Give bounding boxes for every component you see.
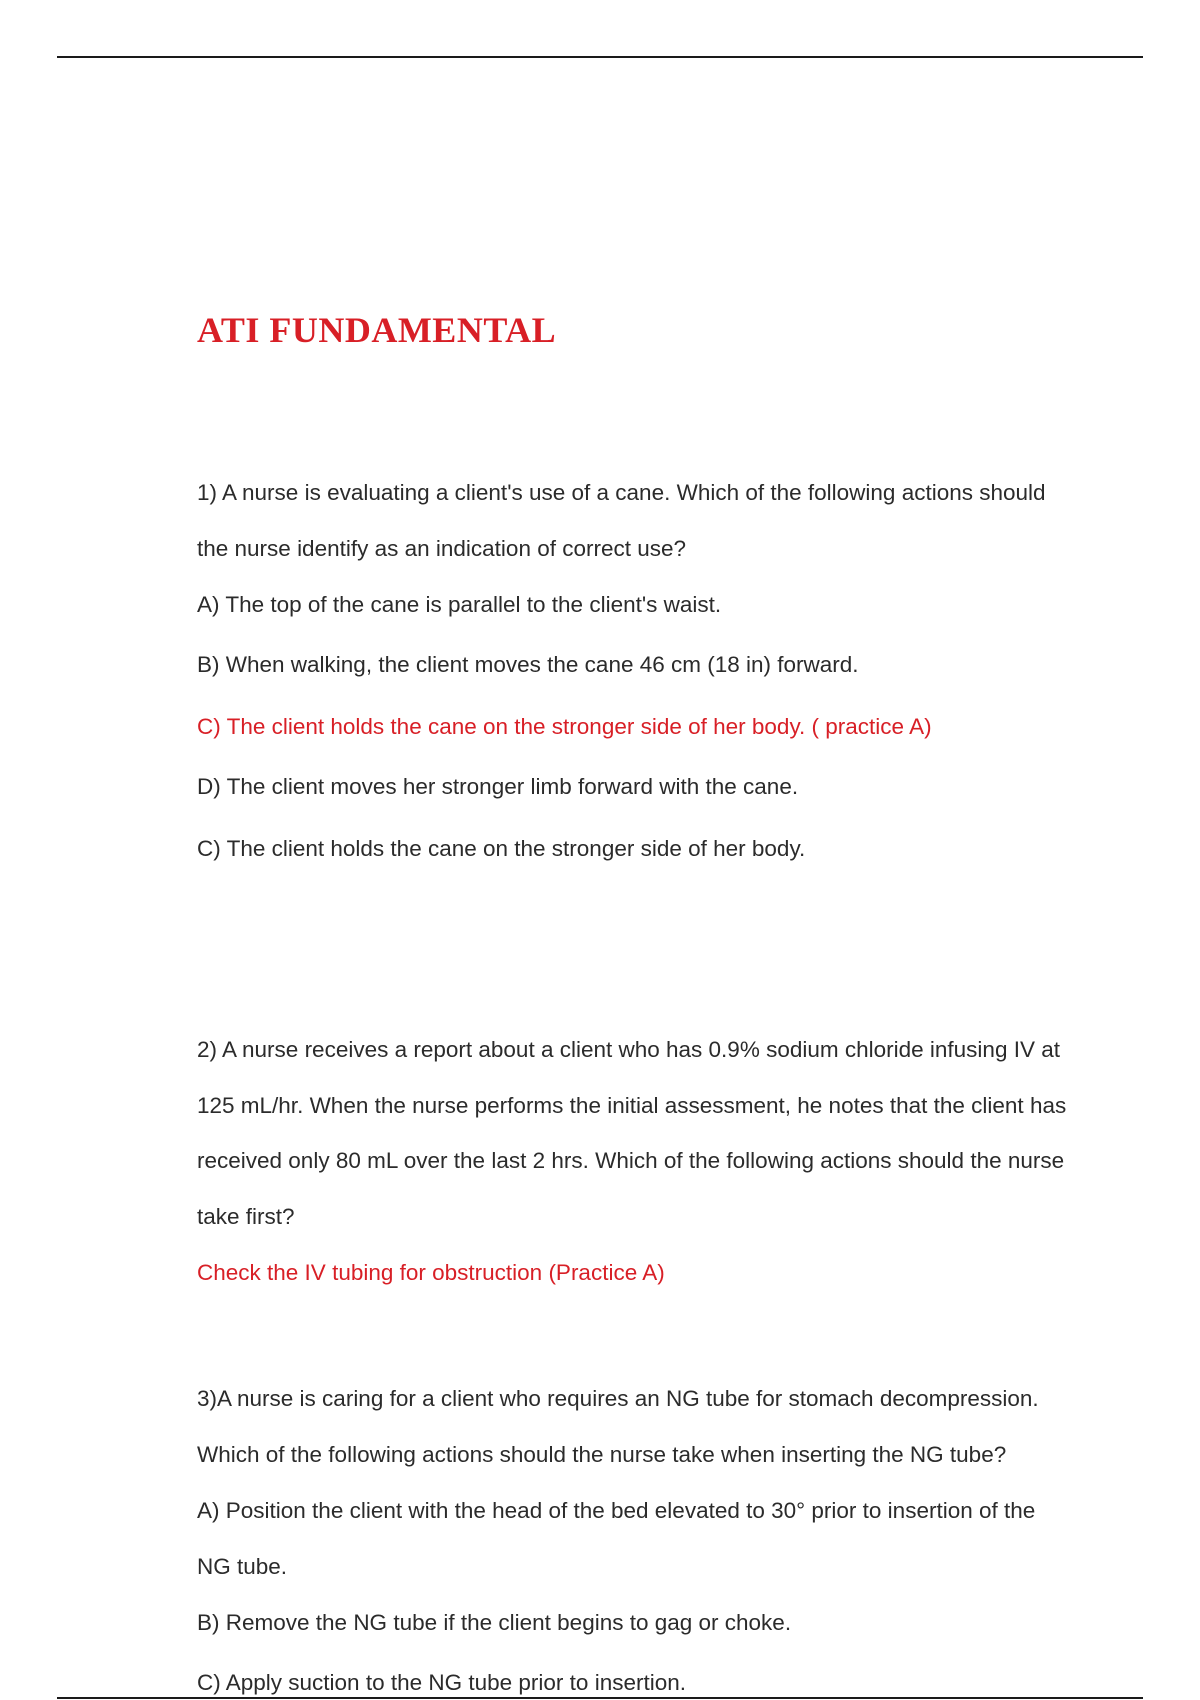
question-3-line-2: Which of the following actions should the nurse take when inserting the NG tube? [197, 1442, 1007, 1467]
question-1-option-a: A) The top of the cane is parallel to the client's waist. [197, 592, 722, 617]
top-rule [57, 56, 1143, 58]
question-2-line-4: take first? [197, 1204, 295, 1229]
question-1-option-c-highlighted: C) The client holds the cane on the stronger side of her body. ( practice A) [197, 714, 932, 739]
question-2-line-2: 125 mL/hr. When the nurse performs the initial assessment, he notes that the client has [197, 1093, 1067, 1118]
bottom-rule [57, 1697, 1143, 1699]
question-1-correct-answer: C) The client holds the cane on the stronger side of her body. [197, 836, 806, 861]
question-2-line-3: received only 80 mL over the last 2 hrs. Which of the following actions should the nurse [197, 1148, 1065, 1173]
question-3-option-b: B) Remove the NG tube if the client begins to gag or choke. [197, 1610, 792, 1635]
question-1-option-b: B) When walking, the client moves the cane 46 cm (18 in) forward. [197, 652, 859, 677]
question-3-option-c: C) Apply suction to the NG tube prior to insertion. [197, 1670, 686, 1695]
question-3-line-1: 3)A nurse is caring for a client who requires an NG tube for stomach decompression. [197, 1386, 1039, 1411]
question-2-answer: Check the IV tubing for obstruction (Practice A) [197, 1260, 665, 1285]
question-1-line-1: 1) A nurse is evaluating a client's use of a cane. Which of the following actions should [197, 480, 1046, 505]
document-title: ATI FUNDAMENTAL [197, 310, 557, 350]
question-2-line-1: 2) A nurse receives a report about a client who has 0.9% sodium chloride infusing IV at [197, 1037, 1060, 1062]
question-3-option-a-continued: NG tube. [197, 1554, 288, 1579]
question-1-line-2: the nurse identify as an indication of correct use? [197, 536, 687, 561]
question-1-option-d: D) The client moves her stronger limb forward with the cane. [197, 774, 799, 799]
question-3-option-a: A) Position the client with the head of the bed elevated to 30° prior to insertion of the [197, 1498, 1036, 1523]
